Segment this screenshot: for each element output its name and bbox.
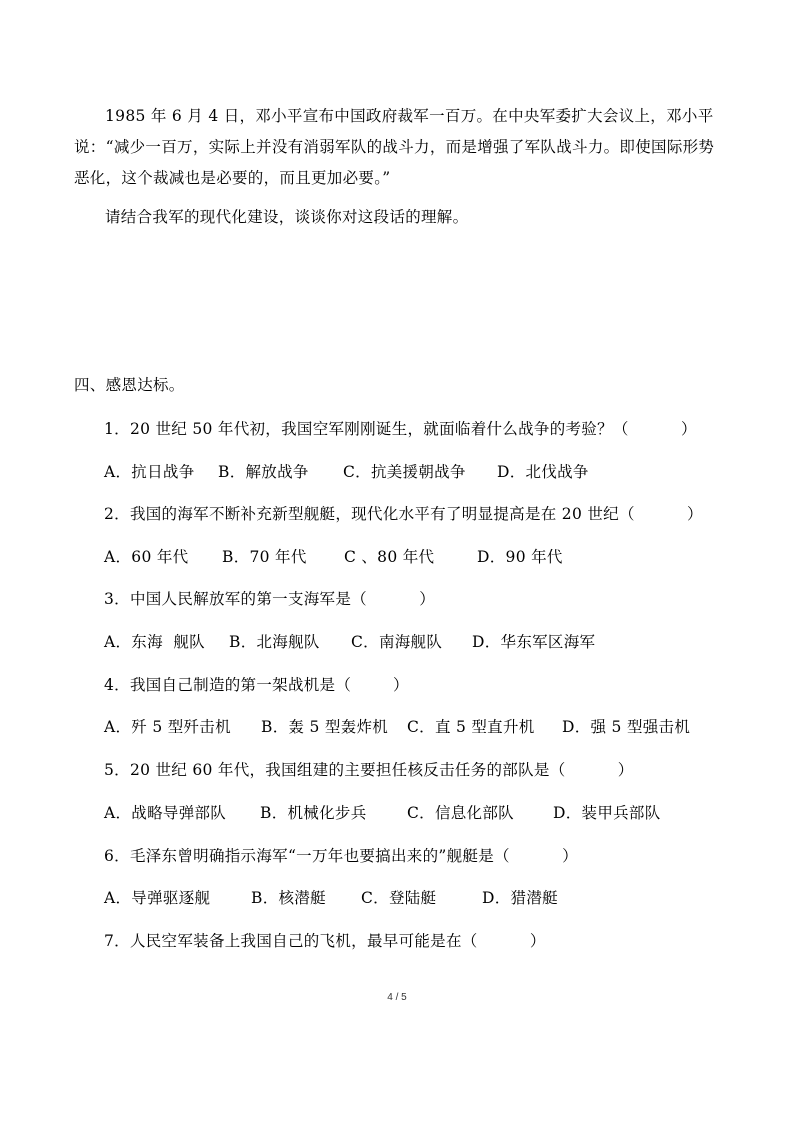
option-a: A．抗日战争 [104,463,195,481]
option-d: D．装甲兵部队 [553,804,661,822]
question-stem: 2．我国的海军不断补充新型舰艇，现代化水平有了明显提高是在 20 世纪（ ） [104,505,703,523]
option-d: D．猎潜艇 [482,889,558,907]
question-stem: 5．20 世纪 60 年代，我国组建的主要担任核反击任务的部队是（ ） [104,761,634,779]
page-number: 4 / 5 [387,992,407,1003]
option-c: C．抗美援朝战争 [343,463,466,481]
option-b: B．机械化步兵 [260,804,367,822]
option-a: A．导弹驱逐舰 [104,889,211,907]
option-b: B．70 年代 [222,548,307,566]
option-d: D．强 5 型强击机 [562,718,691,736]
option-b: B．核潜艇 [251,889,326,907]
option-d: D．华东军区海军 [472,633,596,651]
option-c: C 、80 年代 [344,548,435,566]
option-b: B．北海舰队 [229,633,320,651]
option-a: A．战略导弹部队 [104,804,227,822]
option-c: C．南海舰队 [351,633,443,651]
section-title: 四、感恩达标。 [74,376,185,394]
option-b: B．轰 5 型轰炸机 [261,718,389,736]
question-stem: 4．我国自己制造的第一架战机是（ ） [104,676,409,694]
question-stem: 3．中国人民解放军的第一支海军是（ ） [104,590,436,608]
question-stem: 7．人民空军装备上我国自己的飞机，最早可能是在（ ） [104,932,546,950]
question-prompt: 请结合我军的现代化建设，谈谈你对这段话的理解。 [105,208,469,226]
material-paragraph: 1985 年 6 月 4 日，邓小平宣布中国政府裁军一百万。在中央军委扩大会议上，邓小平说：“减少一百万，实际上并没有消弱军队的战斗力，而是增强了军队战斗力。即使国际形势恶化，这个裁减也是必要的，而且更加必要。” [74,107,715,187]
option-b: B．解放战争 [218,463,309,481]
option-d: D．90 年代 [477,548,563,566]
question-stem: 1．20 世纪 50 年代初，我国空军刚刚诞生，就面临着什么战争的考验？（ ） [104,420,697,438]
option-c: C．直 5 型直升机 [407,718,535,736]
option-a: A．东海 舰队 [104,633,205,651]
option-a: A．60 年代 [104,548,189,566]
question-stem: 6．毛泽东曾明确指示海军“一万年也要搞出来的”舰艇是（ ） [104,847,578,865]
option-a: A．歼 5 型歼击机 [104,718,231,736]
option-c: C．登陆艇 [361,889,437,907]
option-c: C．信息化部队 [407,804,514,822]
option-d: D．北伐战争 [497,463,589,481]
